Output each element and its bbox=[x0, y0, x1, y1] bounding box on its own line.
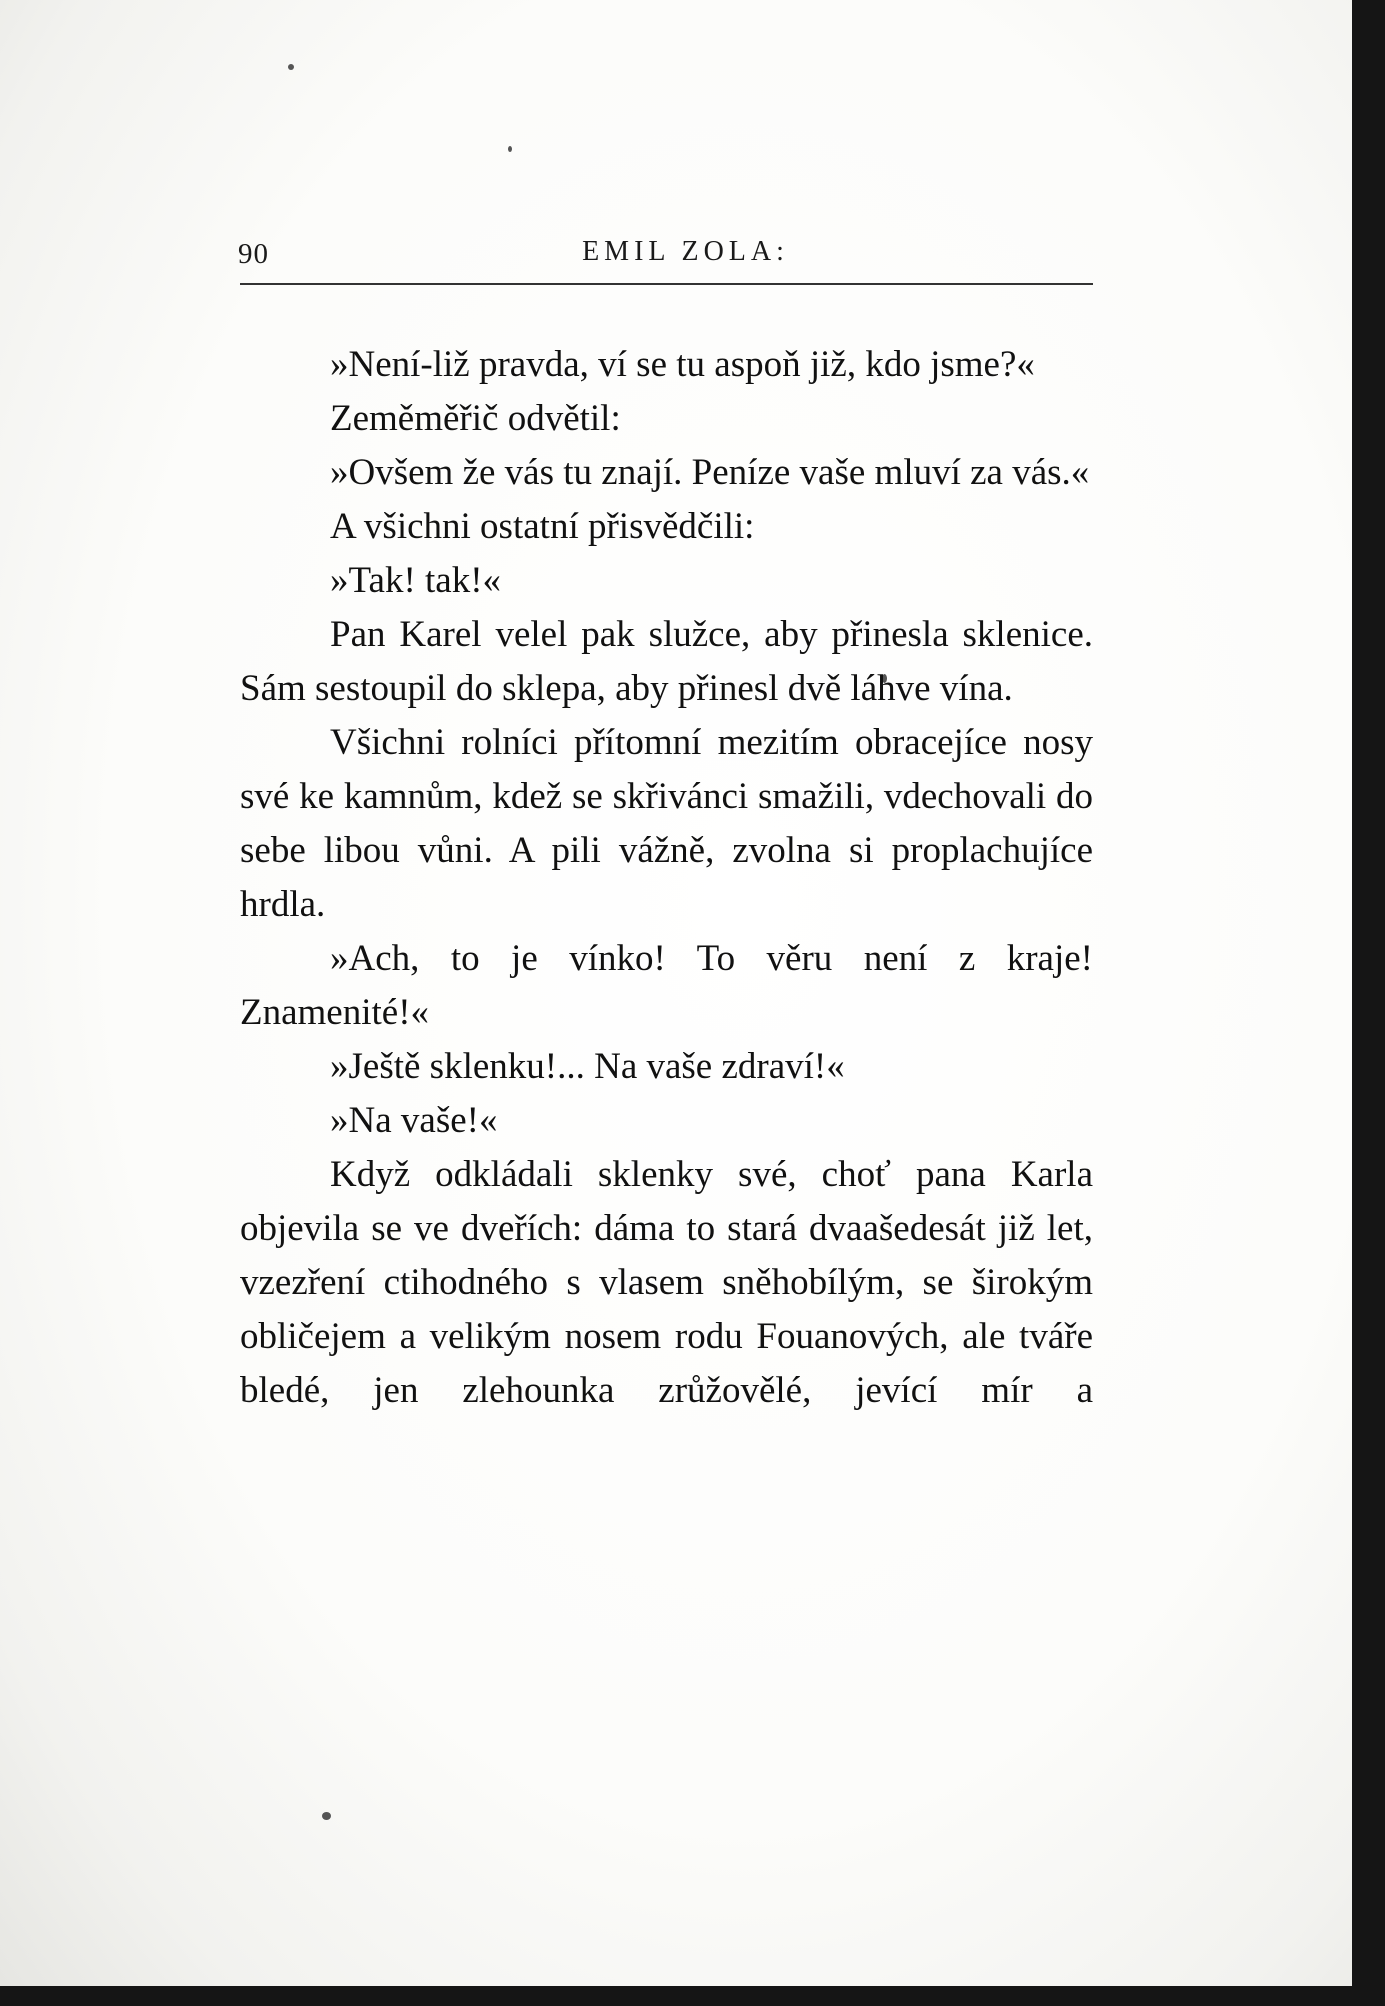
paragraph: Pan Karel velel pak služce, aby přinesla sklenice. Sám sestoupil do sklepa, aby přinesl dvě láhve vína. bbox=[240, 614, 1093, 709]
page-number: 90 bbox=[238, 238, 269, 270]
paragraph: Když odkládali sklenky své, choť pana Karla objevila se ve dveřích: dáma to stará dvaašedesát již let, vzezření ctihodného s vlasem sněhobílým, se širokým obličejem a velikým nosem rodu Fouanových, ale tváře bledé, jen zlehounka zrůžovělé, jevící mír a bbox=[240, 1154, 1093, 1411]
ink-speck bbox=[288, 64, 294, 70]
ink-speck bbox=[322, 1812, 331, 1820]
paragraph: »Ach, to je vínko! To věru není z kraje! Znamenité!« bbox=[240, 938, 1093, 1033]
running-title: EMIL ZOLA: bbox=[582, 236, 789, 267]
scan-edge-bottom bbox=[0, 1986, 1385, 2006]
paragraph: »Ještě sklenku!... Na vaše zdraví!« bbox=[330, 1046, 845, 1087]
ink-speck bbox=[508, 146, 512, 152]
paragraph: »Tak! tak!« bbox=[330, 560, 502, 601]
body-text bbox=[240, 338, 1093, 1418]
paragraph: »Ovšem že vás tu znají. Peníze vaše mluví za vás.« bbox=[330, 452, 1090, 493]
paragraph: »Není-liž pravda, ví se tu aspoň již, kdo jsme?« bbox=[330, 344, 1035, 385]
paragraph: Zeměměřič odvětil: bbox=[330, 398, 621, 439]
paragraph: Všichni rolníci přítomní mezitím obracejíce nosy své ke kamnům, kdež se skřivánci smažili, vdechovali do sebe libou vůni. A pili vážně, zvolna si proplachujíce hrdla. bbox=[240, 722, 1093, 925]
paragraph: »Na vaše!« bbox=[330, 1100, 498, 1141]
scan-edge-right bbox=[1352, 0, 1385, 2006]
header-rule bbox=[240, 283, 1093, 285]
paragraph: A všichni ostatní přisvědčili: bbox=[330, 506, 755, 547]
page-header bbox=[238, 232, 1093, 272]
